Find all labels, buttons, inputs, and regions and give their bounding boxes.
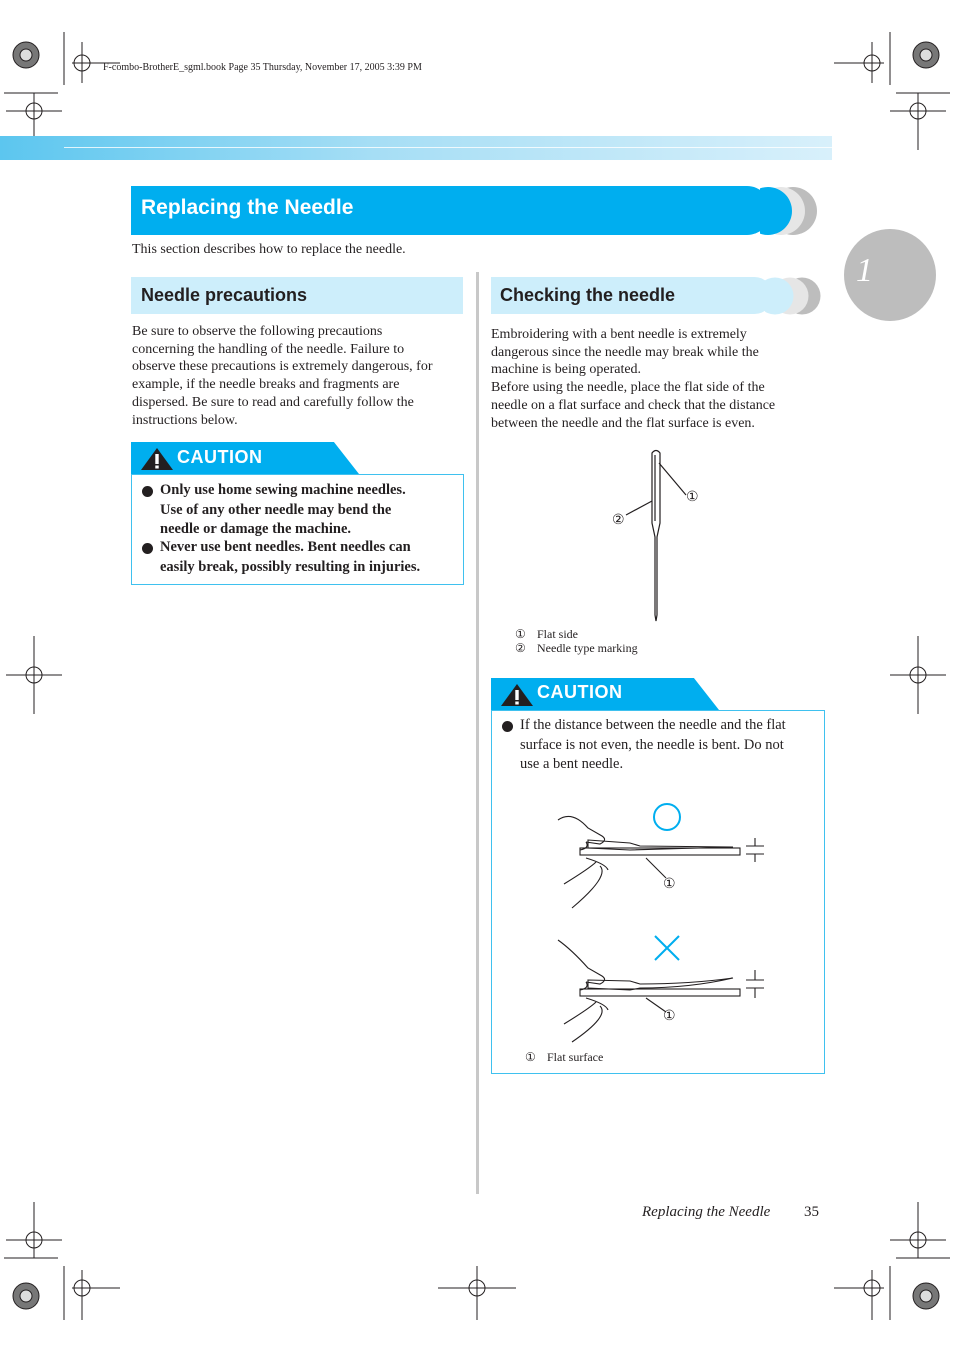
legend-text: Needle type marking [537, 641, 638, 655]
title-bar-tabs [760, 186, 820, 236]
caution-item [502, 716, 822, 775]
legend-text: Flat surface [547, 1050, 604, 1064]
bullet-icon [142, 543, 153, 554]
caution-label-right: CAUTION [537, 682, 623, 702]
checking-paragraph [491, 326, 827, 432]
top-band-rule [64, 147, 832, 148]
file-info-header: F-combo-BrotherE_sgml.book Page 35 Thursday, November 17, 2005 3:39 PM [103, 62, 422, 73]
heading-tabs [765, 277, 823, 315]
caution-line: use a bent needle. [520, 756, 624, 772]
precautions-paragraph [132, 323, 468, 429]
checking-needle-heading-bar [491, 277, 773, 314]
chapter-number: 1 [856, 252, 873, 289]
intro-text: This section describes how to replace the needle. [132, 242, 406, 257]
paragraph-line: dispersed. Be sure to read and carefully follow the [132, 394, 414, 410]
paragraph-line: instructions below. [132, 412, 238, 428]
warning-icon [140, 447, 174, 471]
paragraph-line: Be sure to observe the following precautions [132, 324, 383, 339]
figure-legend [525, 1050, 604, 1065]
legend-item [515, 641, 638, 656]
flat-surface-figure [550, 798, 770, 1048]
callout-flat-surface-top: ① [663, 877, 676, 892]
legend-item [515, 627, 578, 642]
needle-precautions-heading-bar [131, 277, 463, 314]
top-color-band [0, 136, 832, 160]
caution-item [142, 538, 462, 577]
caution-line: Use of any other needle may bend the [160, 501, 392, 518]
footer-section-title: Replacing the Needle [642, 1204, 771, 1220]
callout-type-marking: ② [612, 513, 625, 528]
needle-precautions-heading: Needle precautions [141, 285, 308, 305]
legend-text: Flat side [537, 627, 578, 641]
legend-mark: ② [515, 641, 526, 655]
caution-line: If the distance between the needle and the flat [520, 717, 786, 733]
warning-icon [500, 683, 534, 707]
paragraph-line: dangerous since the needle may break while the [491, 344, 759, 360]
paragraph-line: between the needle and the flat surface is even. [491, 415, 755, 431]
bullet-icon [142, 486, 153, 497]
paragraph-line: machine is being operated. [491, 362, 642, 378]
page-number: 35 [804, 1204, 819, 1220]
page-title: Replacing the Needle [141, 196, 354, 219]
paragraph-line: concerning the handling of the needle. Failure to [132, 341, 405, 357]
caution-line: easily break, possibly resulting in injuries. [160, 558, 421, 575]
paragraph-line: example, if the needle breaks and fragments are [132, 377, 400, 393]
legend-mark: ① [525, 1050, 536, 1064]
caution-item [142, 481, 462, 540]
paragraph-line: Embroidering with a bent needle is extremely [491, 327, 747, 342]
caution-label-left: CAUTION [177, 447, 263, 467]
caution-line: surface is not even, the needle is bent. Do not [520, 736, 784, 753]
column-divider [476, 272, 479, 1194]
checking-needle-heading: Checking the needle [500, 285, 676, 305]
caution-line: needle or damage the machine. [160, 521, 352, 537]
caution-line: Only use home sewing machine needles. [160, 482, 406, 498]
caution-line: Never use bent needles. Bent needles can [160, 539, 411, 555]
legend-mark: ① [515, 627, 526, 641]
callout-flat-surface-bottom: ① [663, 1009, 676, 1024]
caution-box-left [131, 474, 464, 585]
needle-illustration [600, 445, 710, 625]
paragraph-line: needle on a flat surface and check that the distance [491, 397, 776, 413]
callout-flat-side: ① [686, 490, 699, 505]
bullet-icon [502, 721, 513, 732]
paragraph-line: Before using the needle, place the flat side of the [491, 380, 765, 396]
paragraph-line: observe these precautions is extremely dangerous, for [132, 359, 433, 375]
